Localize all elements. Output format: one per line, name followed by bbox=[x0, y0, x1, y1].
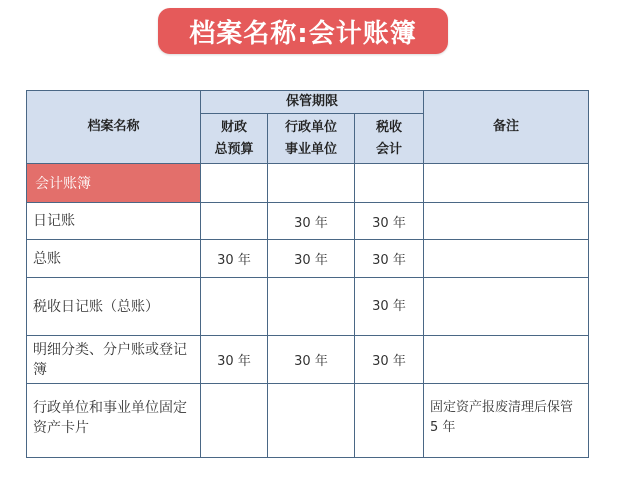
header-finance-budget: 财政 总预算 bbox=[201, 114, 268, 164]
admin-period: 30 年 bbox=[268, 240, 355, 278]
header-retention-period: 保管期限 bbox=[201, 91, 424, 114]
finance-period: 30 年 bbox=[201, 240, 268, 278]
table-row bbox=[27, 278, 589, 336]
remark bbox=[424, 240, 589, 278]
empty-cell bbox=[201, 164, 268, 203]
archive-table bbox=[26, 90, 589, 458]
tax-period: 30 年 bbox=[355, 278, 424, 336]
page-title: 档案名称:会计账簿 bbox=[158, 8, 448, 54]
row-name: 明细分类、分户账或登记簿 bbox=[27, 336, 201, 384]
table-row bbox=[27, 336, 589, 384]
tax-period bbox=[355, 384, 424, 458]
row-name: 总账 bbox=[27, 240, 201, 278]
finance-period bbox=[201, 278, 268, 336]
finance-period bbox=[201, 384, 268, 458]
row-name: 日记账 bbox=[27, 203, 201, 240]
tax-period: 30 年 bbox=[355, 240, 424, 278]
admin-period bbox=[268, 384, 355, 458]
tax-period: 30 年 bbox=[355, 203, 424, 240]
finance-period bbox=[201, 203, 268, 240]
admin-period: 30 年 bbox=[268, 203, 355, 240]
section-row bbox=[27, 164, 589, 203]
empty-cell bbox=[424, 164, 589, 203]
row-name: 行政单位和事业单位固定资产卡片 bbox=[27, 384, 201, 458]
admin-period: 30 年 bbox=[268, 336, 355, 384]
header-archive-name: 档案名称 bbox=[27, 91, 201, 164]
admin-period bbox=[268, 278, 355, 336]
remark: 固定资产报废清理后保管 5 年 bbox=[424, 384, 589, 458]
table-row bbox=[27, 384, 589, 458]
table-row bbox=[27, 203, 589, 240]
finance-period: 30 年 bbox=[201, 336, 268, 384]
row-name: 税收日记账（总账） bbox=[27, 278, 201, 336]
header-remarks: 备注 bbox=[424, 91, 589, 164]
header-tax-accounting: 税收 会计 bbox=[355, 114, 424, 164]
remark bbox=[424, 203, 589, 240]
empty-cell bbox=[355, 164, 424, 203]
remark bbox=[424, 336, 589, 384]
tax-period: 30 年 bbox=[355, 336, 424, 384]
section-label: 会计账簿 bbox=[27, 164, 201, 203]
table-row bbox=[27, 240, 589, 278]
header-admin-institution: 行政单位 事业单位 bbox=[268, 114, 355, 164]
empty-cell bbox=[268, 164, 355, 203]
remark bbox=[424, 278, 589, 336]
